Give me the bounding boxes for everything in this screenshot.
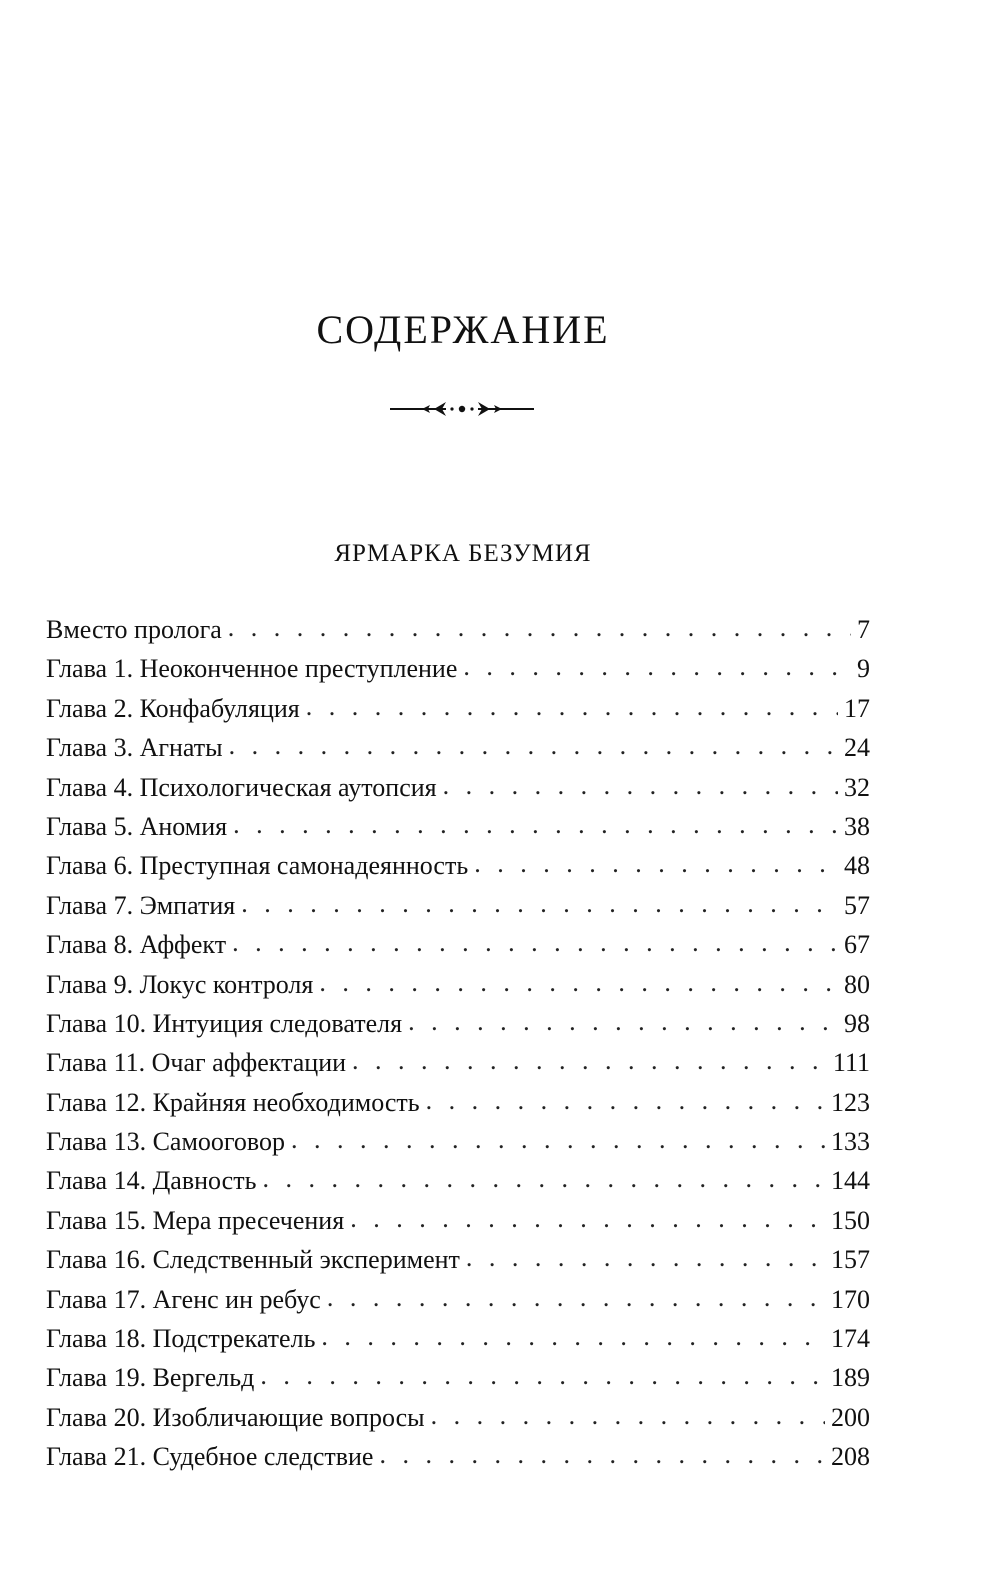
dot-leader bbox=[352, 1041, 827, 1080]
toc-entry-title: Глава 13. Самооговор bbox=[46, 1127, 286, 1157]
toc-page-number: 38 bbox=[844, 811, 870, 841]
toc-page-number: 9 bbox=[857, 654, 870, 684]
toc-entry[interactable] bbox=[46, 610, 870, 649]
toc-entry-title: Глава 14. Давность bbox=[46, 1166, 257, 1196]
toc-page-number: 98 bbox=[844, 1008, 870, 1038]
toc-page-number: 133 bbox=[831, 1127, 870, 1157]
dot-leader bbox=[262, 1159, 825, 1198]
dot-leader bbox=[431, 1396, 825, 1435]
page-title: СОДЕРЖАНИЕ bbox=[316, 307, 610, 352]
dot-leader bbox=[443, 766, 838, 805]
toc-entry[interactable] bbox=[46, 689, 870, 728]
dot-leader bbox=[379, 1435, 825, 1474]
section-title: ЯРМАРКА БЕЗУМИЯ bbox=[334, 540, 592, 567]
dot-leader bbox=[232, 923, 838, 962]
toc-entry-title: Глава 3. Агнаты bbox=[46, 733, 223, 763]
toc-page-number: 123 bbox=[831, 1087, 870, 1117]
toc-entry[interactable] bbox=[46, 1280, 870, 1319]
toc-entry[interactable] bbox=[46, 1004, 870, 1043]
dot-leader bbox=[306, 687, 838, 726]
toc-entry-title: Глава 5. Аномия bbox=[46, 811, 228, 841]
toc-page-number: 208 bbox=[831, 1442, 870, 1472]
toc-page-number: 24 bbox=[844, 733, 870, 763]
dot-leader bbox=[463, 647, 851, 686]
toc-entry-title: Глава 19. Вергельд bbox=[46, 1363, 255, 1393]
toc-entry-title: Глава 6. Преступная самонадеянность bbox=[46, 851, 469, 881]
toc-entry-title: Глава 2. Конфабуляция bbox=[46, 693, 300, 723]
toc-page-number: 144 bbox=[831, 1166, 870, 1196]
decorative-divider-icon bbox=[382, 396, 542, 422]
toc-entry-title: Глава 11. Очаг аффектации bbox=[46, 1048, 347, 1078]
dot-leader bbox=[321, 1317, 825, 1356]
toc-page-number: 17 bbox=[844, 693, 870, 723]
toc-page-number: 80 bbox=[844, 969, 870, 999]
dot-leader bbox=[228, 608, 851, 647]
toc-page-number: 157 bbox=[831, 1245, 870, 1275]
toc-entry-title: Глава 8. Аффект bbox=[46, 930, 227, 960]
toc-page-number: 170 bbox=[831, 1284, 870, 1314]
toc-entry[interactable] bbox=[46, 1398, 870, 1437]
toc-entry[interactable] bbox=[46, 1319, 870, 1358]
toc-page-number: 111 bbox=[832, 1048, 870, 1078]
dot-leader bbox=[233, 805, 838, 844]
toc-entry[interactable] bbox=[46, 1437, 870, 1476]
toc-entry[interactable] bbox=[46, 1043, 870, 1082]
toc-entry-title: Глава 12. Крайняя необходимость bbox=[46, 1087, 420, 1117]
table-of-contents bbox=[46, 610, 870, 1477]
dot-leader bbox=[327, 1278, 825, 1317]
toc-entry-title: Вместо пролога bbox=[46, 615, 222, 644]
toc-entry-title: Глава 18. Подстрекатель bbox=[46, 1324, 316, 1354]
dot-leader bbox=[241, 884, 838, 923]
toc-entry[interactable] bbox=[46, 1122, 870, 1161]
toc-entry[interactable] bbox=[46, 965, 870, 1004]
toc-page-number: 32 bbox=[844, 772, 870, 802]
toc-entry-title: Глава 20. Изобличающие вопросы bbox=[46, 1402, 425, 1432]
toc-entry-title: Глава 9. Локус контроля bbox=[46, 969, 314, 999]
dot-leader bbox=[291, 1120, 825, 1159]
toc-entry[interactable] bbox=[46, 1358, 870, 1397]
dot-leader bbox=[260, 1356, 825, 1395]
toc-entry-title: Глава 7. Эмпатия bbox=[46, 890, 236, 920]
toc-entry[interactable] bbox=[46, 768, 870, 807]
toc-entry[interactable] bbox=[46, 649, 870, 688]
dot-leader bbox=[466, 1238, 825, 1277]
toc-entry-title: Глава 17. Агенс ин ребус bbox=[46, 1284, 321, 1314]
dot-leader bbox=[319, 963, 838, 1002]
toc-entry[interactable] bbox=[46, 925, 870, 964]
toc-entry-title: Глава 1. Неоконченное преступление bbox=[46, 654, 458, 684]
toc-entry-title: Глава 21. Судебное следствие bbox=[46, 1442, 374, 1472]
toc-entry[interactable] bbox=[46, 846, 870, 885]
toc-entry-title: Глава 16. Следственный эксперимент bbox=[46, 1245, 460, 1275]
dot-leader bbox=[474, 844, 838, 883]
toc-page-number: 7 bbox=[857, 615, 870, 644]
toc-entry[interactable] bbox=[46, 1161, 870, 1200]
toc-page-number: 150 bbox=[831, 1205, 870, 1235]
toc-entry[interactable] bbox=[46, 1083, 870, 1122]
dot-leader bbox=[426, 1081, 825, 1120]
toc-entry-title: Глава 4. Психологическая аутопсия bbox=[46, 772, 437, 802]
toc-entry-title: Глава 10. Интуиция следователя bbox=[46, 1008, 403, 1038]
toc-entry-title: Глава 15. Мера пресечения bbox=[46, 1205, 345, 1235]
toc-page-number: 57 bbox=[844, 890, 870, 920]
toc-entry[interactable] bbox=[46, 807, 870, 846]
toc-page-number: 174 bbox=[831, 1324, 870, 1354]
dot-leader bbox=[408, 1002, 838, 1041]
toc-entry[interactable] bbox=[46, 728, 870, 767]
toc-page-number: 200 bbox=[831, 1402, 870, 1432]
toc-entry[interactable] bbox=[46, 886, 870, 925]
toc-page-number: 67 bbox=[844, 930, 870, 960]
toc-entry[interactable] bbox=[46, 1240, 870, 1279]
toc-page-number: 48 bbox=[844, 851, 870, 881]
toc-page-number: 189 bbox=[831, 1363, 870, 1393]
toc-entry[interactable] bbox=[46, 1201, 870, 1240]
dot-leader bbox=[229, 726, 838, 765]
dot-leader bbox=[350, 1199, 825, 1238]
